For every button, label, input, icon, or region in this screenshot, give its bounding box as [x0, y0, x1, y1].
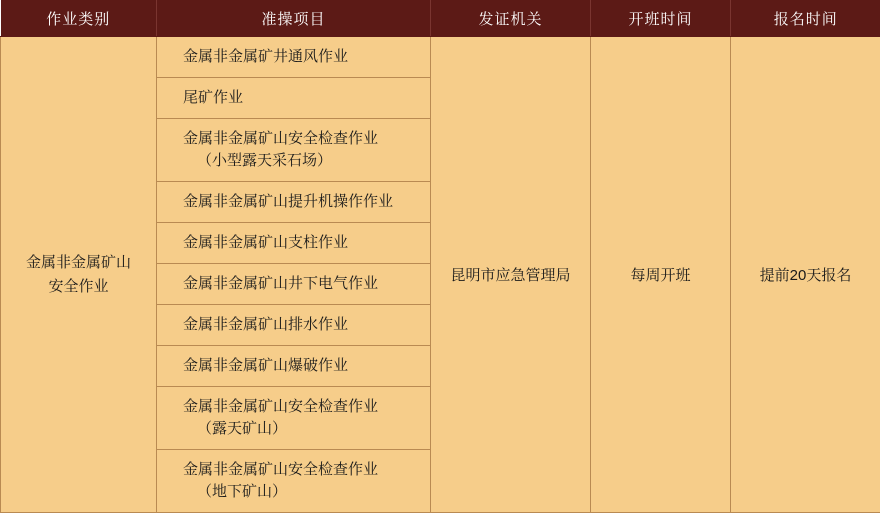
cell-category: [1, 37, 157, 513]
category-line-2: 安全作业: [48, 278, 108, 295]
cell-item: [157, 119, 431, 182]
item-label: 尾矿作业: [183, 89, 243, 106]
cell-signup-time: [731, 37, 880, 513]
cell-authority-text: 昆明市应急管理局: [450, 267, 570, 284]
column-header-items: 准操项目: [157, 0, 431, 37]
item-label: 金属非金属矿山安全检查作业: [183, 398, 378, 415]
cell-item: [157, 182, 431, 223]
cell-item: [157, 223, 431, 264]
column-header-class-time: 开班时间: [591, 0, 731, 37]
item-label: 金属非金属矿山安全检查作业: [183, 461, 378, 478]
item-label: 金属非金属矿山安全检查作业: [183, 130, 378, 147]
cell-item: [157, 305, 431, 346]
item-sublabel: （露天矿山）: [183, 418, 430, 440]
item-label: 金属非金属矿山井下电气作业: [183, 275, 378, 292]
table-header-row: [1, 0, 880, 37]
cell-item: [157, 264, 431, 305]
item-label: 金属非金属矿井通风作业: [183, 48, 348, 65]
item-sublabel: （小型露天采石场）: [183, 150, 430, 172]
table-row: [1, 37, 880, 78]
item-label: 金属非金属矿山爆破作业: [183, 357, 348, 374]
item-sublabel: （地下矿山）: [183, 481, 430, 503]
cell-item: [157, 37, 431, 78]
item-label: 金属非金属矿山提升机操作作业: [183, 193, 393, 210]
category-line-1: 金属非金属矿山: [26, 254, 131, 271]
cell-item: [157, 346, 431, 387]
column-header-category: 作业类别: [1, 0, 157, 37]
cell-item: [157, 450, 431, 513]
cell-class-time: [591, 37, 731, 513]
cell-class-time-text: 每周开班: [630, 267, 690, 284]
item-label: 金属非金属矿山支柱作业: [183, 234, 348, 251]
cell-item: [157, 78, 431, 119]
column-header-signup-time: 报名时间: [731, 0, 880, 37]
cell-signup-time-text: 提前20天报名: [760, 267, 852, 284]
cell-item: [157, 387, 431, 450]
column-header-authority: 发证机关: [431, 0, 591, 37]
item-label: 金属非金属矿山排水作业: [183, 316, 348, 333]
cell-authority: [431, 37, 591, 513]
